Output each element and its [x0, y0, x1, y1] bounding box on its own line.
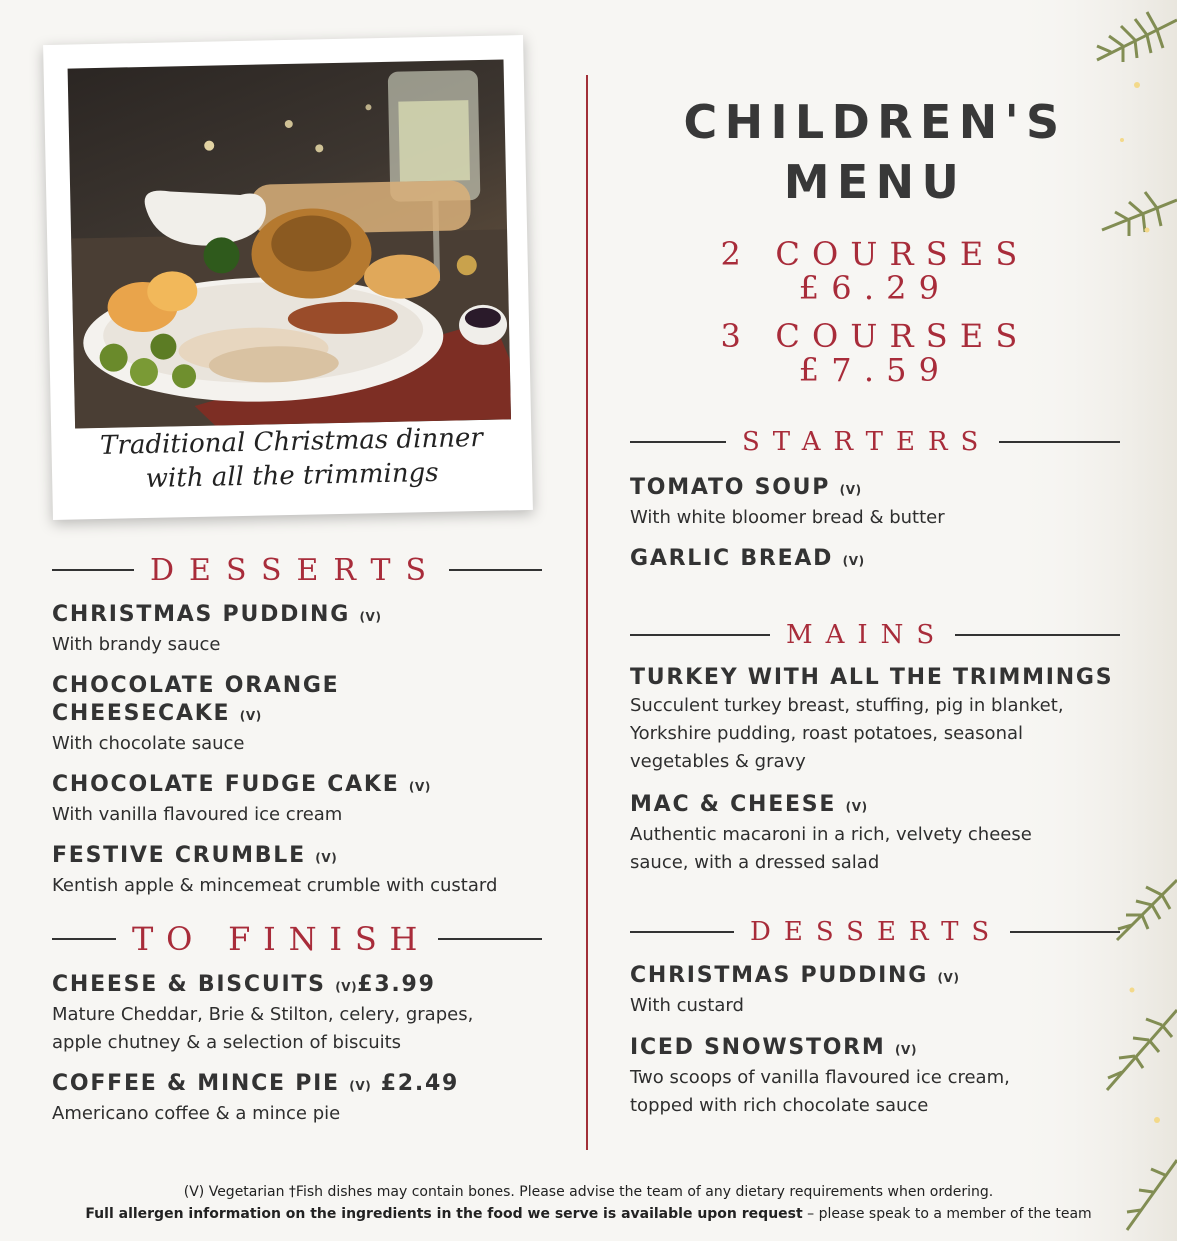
- item-description-line-2: apple chutney & a selection of biscuits: [52, 1032, 402, 1053]
- item-description-line-2: Yorkshire pudding, roast potatoes, seasonal: [630, 723, 1024, 744]
- item-name-text: CHEESE & BISCUITS: [52, 972, 326, 997]
- menu-item: [52, 601, 382, 659]
- item-name: [630, 1034, 1010, 1064]
- item-description: With white bloomer bread & butter: [630, 507, 945, 528]
- divider-line: [630, 634, 770, 636]
- section-title: MAINS: [786, 620, 948, 650]
- item-name: [52, 601, 382, 631]
- divider-line: [630, 931, 734, 933]
- menu-item: [52, 842, 497, 900]
- veg-tag: (V): [845, 800, 868, 814]
- section-header-to-finish: [52, 921, 542, 957]
- menu-title-line-2: MENU: [783, 155, 967, 209]
- section-title: DESSERTS: [750, 917, 1003, 947]
- menu-item: [630, 664, 1113, 776]
- item-name: [52, 1070, 459, 1100]
- item-name-line-1: CHOCOLATE ORANGE: [52, 673, 340, 698]
- price-2-courses-value: £6.29: [798, 269, 952, 307]
- food-photo-card: [43, 35, 533, 520]
- section-title: DESSERTS: [150, 552, 442, 588]
- item-name: [52, 771, 431, 801]
- divider-line: [449, 569, 542, 571]
- item-name: [52, 842, 497, 872]
- item-description-line-1: Authentic macaroni in a rich, velvety cheese: [630, 824, 1032, 845]
- section-title: STARTERS: [742, 427, 992, 457]
- item-name-text: TOMATO SOUP: [630, 475, 831, 500]
- item-price: £3.99: [357, 972, 436, 997]
- divider-line: [955, 634, 1120, 636]
- item-description-line-1: Succulent turkey breast, stuffing, pig in blanket,: [630, 695, 1064, 716]
- divider-line: [52, 569, 134, 571]
- christmas-dinner-photo: [68, 59, 511, 428]
- item-description-line-1: Two scoops of vanilla flavoured ice cream,: [630, 1067, 1010, 1088]
- menu-item: [630, 545, 865, 575]
- item-name: [52, 971, 473, 1001]
- item-description: Kentish apple & mincemeat crumble with custard: [52, 875, 498, 896]
- price-3-courses-label: 3 COURSES: [720, 317, 1030, 355]
- divider-line: [999, 441, 1120, 443]
- item-name: [630, 962, 960, 992]
- item-name: TURKEY WITH ALL THE TRIMMINGS: [630, 665, 1114, 690]
- item-price: £2.49: [380, 1071, 460, 1096]
- section-header-starters: [630, 425, 1120, 459]
- veg-tag: (V): [839, 483, 862, 497]
- item-name-text: CHRISTMAS PUDDING: [630, 963, 929, 988]
- caption-line-2: with all the trimmings: [145, 457, 439, 495]
- menu-item: [52, 672, 339, 758]
- item-name-text: GARLIC BREAD: [630, 546, 834, 571]
- item-description: With brandy sauce: [52, 634, 221, 655]
- item-description-line-2: sauce, with a dressed salad: [630, 852, 880, 873]
- item-name: [630, 791, 1032, 821]
- footer-allergen-rest: – please speak to a member of the team: [802, 1206, 1092, 1222]
- menu-item: [52, 1070, 459, 1128]
- veg-tag: (V): [349, 1079, 372, 1093]
- photo-caption: [51, 420, 532, 498]
- divider-line: [52, 938, 116, 940]
- menu-item: [630, 474, 945, 532]
- section-header-mains: [630, 618, 1120, 652]
- item-name-text: CHRISTMAS PUDDING: [52, 602, 351, 627]
- menu-title: [620, 92, 1130, 212]
- item-name: [52, 700, 339, 730]
- section-header-desserts-left: [52, 553, 542, 587]
- menu-item: [52, 971, 473, 1057]
- menu-item: [52, 771, 431, 829]
- christmas-dinner-illustration: [68, 59, 511, 428]
- veg-tag: (V): [937, 971, 960, 985]
- item-description-line-1: Mature Cheddar, Brie & Stilton, celery, grapes,: [52, 1004, 474, 1025]
- item-description: With chocolate sauce: [52, 733, 245, 754]
- menu-item: [630, 962, 960, 1020]
- price-3-courses-value: £7.59: [798, 351, 952, 389]
- item-name: [630, 545, 865, 575]
- item-name-text: CHOCOLATE FUDGE CAKE: [52, 772, 400, 797]
- item-name-text: COFFEE & MINCE PIE: [52, 1071, 340, 1096]
- caption-line-1: Traditional Christmas dinner: [99, 422, 484, 461]
- item-description: With custard: [630, 995, 744, 1016]
- item-description-line-2: topped with rich chocolate sauce: [630, 1095, 929, 1116]
- veg-tag: (V): [315, 851, 338, 865]
- column-divider: [586, 75, 588, 1150]
- section-header-desserts-right: [630, 915, 1120, 949]
- item-description: Americano coffee & a mince pie: [52, 1103, 341, 1124]
- footer-allergen-note: [0, 1206, 1177, 1222]
- divider-line: [630, 441, 726, 443]
- footer-dietary-note: (V) Vegetarian †Fish dishes may contain bones. Please advise the team of any dietary requirements when ordering.: [183, 1184, 994, 1200]
- veg-tag: (V): [335, 980, 358, 994]
- price-2-courses-label: 2 COURSES: [720, 235, 1030, 273]
- menu-item: [630, 1034, 1010, 1120]
- item-description-line-3: vegetables & gravy: [630, 751, 806, 772]
- section-title: TO FINISH: [132, 920, 431, 958]
- divider-line: [1010, 931, 1120, 933]
- veg-tag: (V): [842, 554, 865, 568]
- footer-allergen-bold: Full allergen information on the ingredients in the food we serve is available upon request: [85, 1206, 803, 1222]
- item-name-text: FESTIVE CRUMBLE: [52, 843, 306, 868]
- veg-tag: (V): [239, 709, 262, 723]
- item-name-text: CHEESECAKE: [52, 701, 231, 726]
- menu-item: [630, 791, 1032, 877]
- item-name-text: MAC & CHEESE: [630, 792, 837, 817]
- item-name: [630, 474, 945, 504]
- item-name-text: ICED SNOWSTORM: [630, 1035, 886, 1060]
- veg-tag: (V): [408, 780, 431, 794]
- menu-title-line-1: CHILDREN'S: [683, 95, 1067, 149]
- item-description: With vanilla flavoured ice cream: [52, 804, 343, 825]
- divider-line: [438, 938, 542, 940]
- veg-tag: (V): [359, 610, 382, 624]
- veg-tag: (V): [894, 1043, 918, 1057]
